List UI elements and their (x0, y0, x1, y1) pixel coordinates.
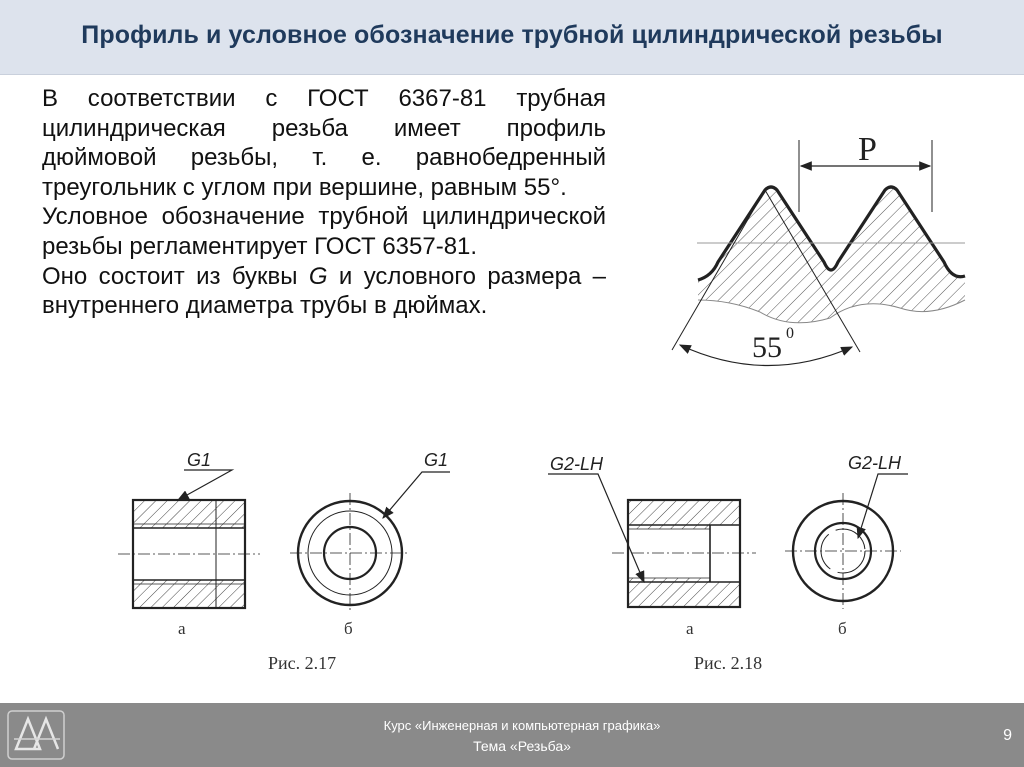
leader-g1-a (178, 470, 232, 500)
letter-g: G (308, 262, 328, 290)
leader-g1-b (383, 472, 450, 518)
angle-label: 55 (752, 331, 782, 364)
fig217-view-b (290, 472, 450, 613)
paragraph-1: В соответствии с ГОСТ 6367-81 трубная цилиндрическая резьба имеет профиль дюймовой резьбы, т. е. равнобедренный треугольник с углом при вершине, равным 55°. (42, 85, 606, 201)
fig217-view-a (118, 470, 260, 608)
label-g2-b: G2-LH (848, 453, 902, 473)
label-g1-a: G1 (187, 450, 212, 470)
label-g1-b: G1 (424, 450, 449, 470)
fig218-view-a-label: а (686, 619, 694, 638)
paragraph-3-end: и условного размера – внутреннего диаметра трубы в дюймах. (42, 262, 606, 320)
fig217-view-b-label: б (344, 619, 353, 638)
course-name: Курс «Инженерная и компьютерная графика» (383, 718, 661, 733)
paragraph-3-start: Оно состоит из буквы (42, 262, 309, 290)
fig217-caption: Рис. 2.17 (268, 653, 337, 673)
fig217-view-a-label: а (178, 619, 186, 638)
thread-profile (672, 140, 965, 366)
topic-name: Тема «Резьба» (473, 738, 571, 754)
footer-bar (0, 703, 1024, 767)
pitch-label: P (858, 131, 877, 168)
slide-title: Профиль и условное обозначение трубной цилиндрической резьбы (81, 21, 943, 49)
paragraph-2: Условное обозначение трубной цилиндрической резьбы регламентирует ГОСТ 6357-81. (42, 203, 606, 260)
label-g2-a: G2-LH (550, 454, 604, 474)
fig218-view-b (785, 474, 908, 609)
fig218-caption: Рис. 2.18 (694, 653, 763, 673)
fig218-view-a (548, 474, 756, 607)
angle-sup: 0 (786, 325, 794, 342)
fig218-view-b-label: б (838, 619, 847, 638)
page-number: 9 (1003, 727, 1012, 744)
